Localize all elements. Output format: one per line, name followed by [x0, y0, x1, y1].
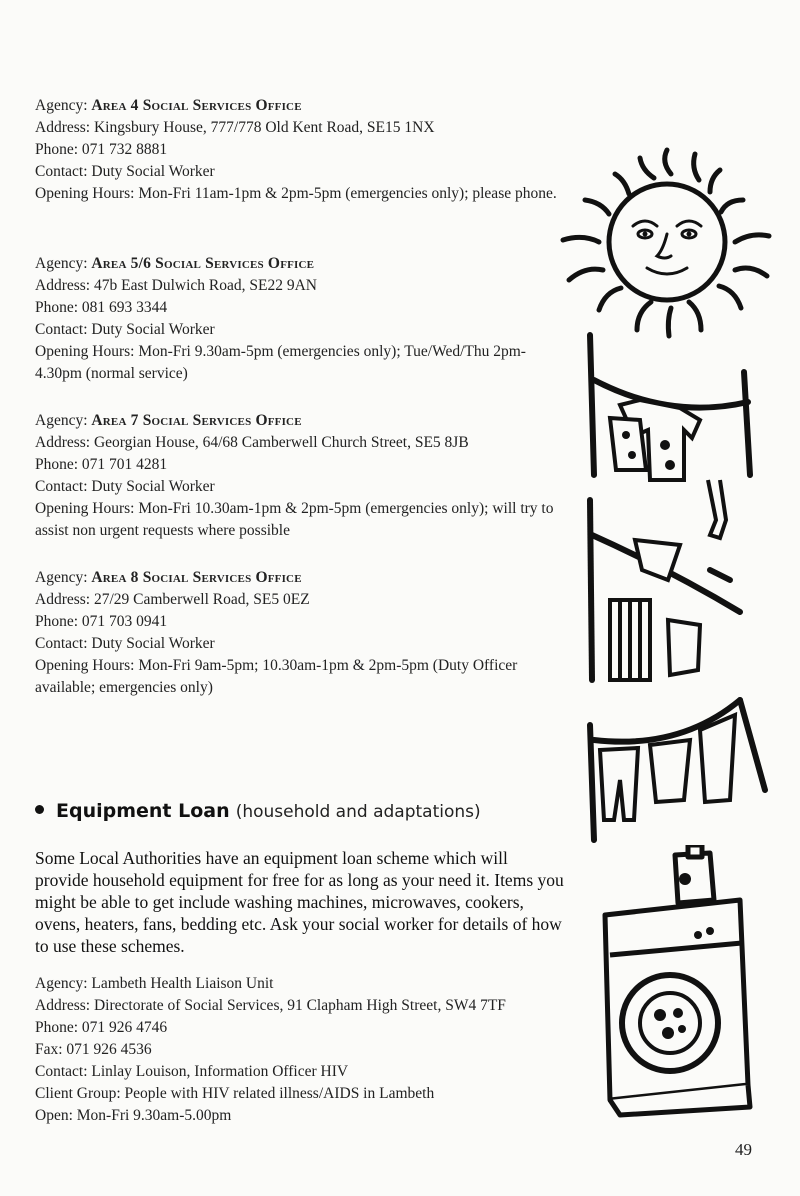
agency-label: Agency:: [35, 255, 88, 272]
opening-hours: Opening Hours: Mon-Fri 9.30am-5pm (emergencies only); Tue/Wed/Thu 2pm-4.30pm (normal service): [35, 343, 526, 382]
washing-machine-illustration: [590, 845, 765, 1125]
section-heading: [35, 800, 481, 822]
section-subtitle: (household and adaptations): [235, 802, 481, 822]
phone: Phone: 081 693 3344: [35, 299, 168, 316]
address: Address: Georgian House, 64/68 Camberwell Church Street, SE5 8JB: [35, 434, 469, 451]
address: Address: 27/29 Camberwell Road, SE5 0EZ: [35, 591, 310, 608]
contact: Contact: Linlay Louison, Information Officer HIV: [35, 1063, 349, 1080]
agency-line: [35, 95, 565, 117]
bullet-icon: [35, 805, 44, 814]
phone: Phone: 071 926 4746: [35, 1019, 168, 1036]
agency-line: [35, 567, 565, 589]
agency-name: Area 4 Social Services Office: [91, 97, 302, 114]
contact: Contact: Duty Social Worker: [35, 635, 215, 652]
phone: Phone: 071 732 8881: [35, 141, 168, 158]
agency-label: Agency:: [35, 569, 88, 586]
agency-line: [35, 410, 565, 432]
agency-label: Agency:: [35, 97, 88, 114]
page-number: 49: [735, 1140, 752, 1159]
agency-line: [35, 253, 565, 275]
phone: Phone: 071 701 4281: [35, 456, 168, 473]
address: Address: Kingsbury House, 777/778 Old Kent Road, SE15 1NX: [35, 119, 435, 136]
address: Address: 47b East Dulwich Road, SE22 9AN: [35, 277, 317, 294]
contact: Contact: Duty Social Worker: [35, 478, 215, 495]
opening-hours: Opening Hours: Mon-Fri 11am-1pm & 2pm-5pm (emergencies only); please phone.: [35, 185, 557, 202]
agency-name: Area 5/6 Social Services Office: [91, 255, 315, 272]
contact: Contact: Duty Social Worker: [35, 163, 215, 180]
opening-hours: Opening Hours: Mon-Fri 10.30am-1pm & 2pm-5pm (emergencies only); will try to assist non urgent requests where possible: [35, 500, 554, 539]
agency-entry-area-5-6: [35, 253, 565, 385]
contact: Contact: Duty Social Worker: [35, 321, 215, 338]
section-title: Equipment Loan: [56, 800, 230, 822]
fax: Fax: 071 926 4536: [35, 1041, 152, 1058]
agency-entry-area-4: [35, 95, 565, 205]
phone: Phone: 071 703 0941: [35, 613, 168, 630]
clothesline-illustration: [580, 330, 780, 850]
agency-entry-area-8: [35, 567, 565, 699]
sun-illustration: [555, 140, 780, 340]
agency-name: Area 7 Social Services Office: [91, 412, 302, 429]
agency-name: Area 8 Social Services Office: [91, 569, 302, 586]
agency-label: Agency:: [35, 412, 88, 429]
address: Address: Directorate of Social Services, 91 Clapham High Street, SW4 7TF: [35, 997, 506, 1014]
opening-hours: Opening Hours: Mon-Fri 9am-5pm; 10.30am-1pm & 2pm-5pm (Duty Officer available; emergencies only): [35, 657, 518, 696]
section-intro: Some Local Authorities have an equipment loan scheme which will provide household equipment for free for as long as your need it. Items you might be able to get include washing machines, microwaves, cookers, ovens, heaters, fans, bedding etc. Ask your social worker for details of how to use these schemes.: [35, 848, 564, 956]
agency-line: Agency: Lambeth Health Liaison Unit: [35, 975, 274, 992]
client-group: Client Group: People with HIV related illness/AIDS in Lambeth: [35, 1085, 435, 1102]
agency-entry-area-7: [35, 410, 565, 542]
opening-hours: Open: Mon-Fri 9.30am-5.00pm: [35, 1107, 232, 1124]
loan-agency-entry: [35, 973, 565, 1127]
